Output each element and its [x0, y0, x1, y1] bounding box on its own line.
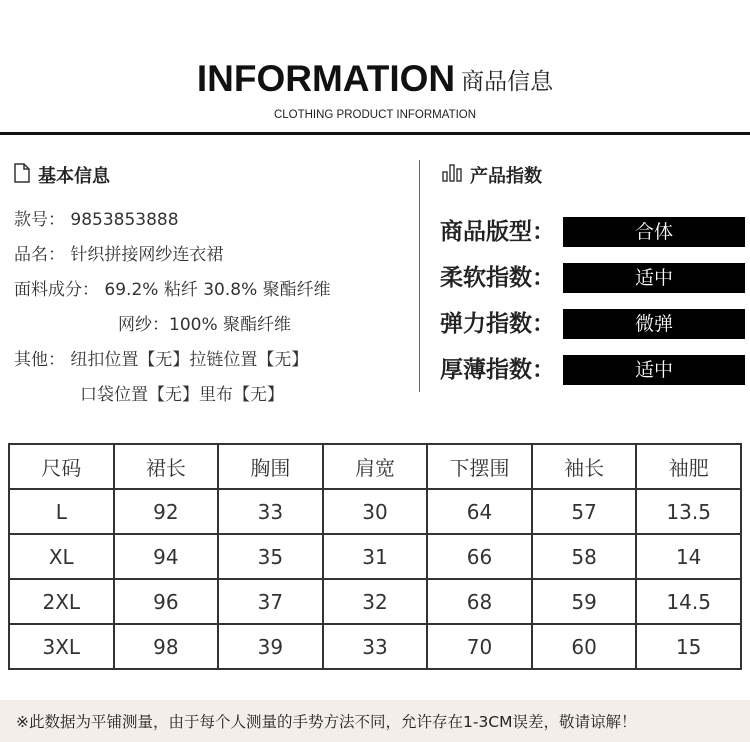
index-row-thickness	[440, 354, 746, 386]
table-cell: 33	[218, 489, 323, 534]
size-table-header: 袖长	[532, 444, 637, 489]
table-cell: 57	[532, 489, 637, 534]
info-label: 款号：	[14, 210, 65, 230]
table-cell: 3XL	[9, 624, 114, 669]
title-row	[0, 58, 750, 100]
index-label: 柔软指数：	[440, 265, 555, 291]
size-table	[8, 443, 742, 670]
index-label: 商品版型：	[440, 219, 555, 245]
info-line-other	[14, 345, 308, 370]
index-value-box: 适中	[563, 355, 745, 385]
size-table-header: 裙长	[114, 444, 219, 489]
footer-note: ※此数据为平铺测量，由于每个人测量的手势方法不同，允许存在1-3CM误差，敬请谅解！	[16, 713, 637, 731]
info-line-name	[14, 240, 223, 265]
header-rule	[0, 132, 750, 135]
info-value: 针织拼接网纱连衣裙	[70, 245, 224, 265]
table-row	[9, 579, 741, 624]
index-value-box: 合体	[563, 217, 745, 247]
section-divider	[419, 160, 420, 392]
product-index-heading	[442, 162, 542, 188]
index-label: 弹力指数：	[440, 311, 555, 337]
table-cell: 30	[323, 489, 428, 534]
size-table-header: 袖肥	[636, 444, 741, 489]
product-index-heading-text: 产品指数	[470, 166, 542, 187]
table-cell: 2XL	[9, 579, 114, 624]
table-cell: 58	[532, 534, 637, 579]
table-cell: 92	[114, 489, 219, 534]
info-line-style-no	[14, 205, 179, 230]
table-cell: 64	[427, 489, 532, 534]
table-cell: 35	[218, 534, 323, 579]
info-label: 品名：	[14, 245, 65, 265]
table-row	[9, 624, 741, 669]
table-cell: 13.5	[636, 489, 741, 534]
page-title-cn: 商品信息	[461, 68, 554, 95]
bar-chart-icon	[442, 164, 462, 187]
table-cell: 14.5	[636, 579, 741, 624]
table-cell: 37	[218, 579, 323, 624]
table-cell: 68	[427, 579, 532, 624]
size-table-header: 下摆围	[427, 444, 532, 489]
footer-note-bar	[0, 700, 750, 742]
table-cell: 96	[114, 579, 219, 624]
table-cell: 14	[636, 534, 741, 579]
basic-info-heading	[14, 162, 110, 188]
index-row-elasticity	[440, 308, 746, 340]
table-cell: 66	[427, 534, 532, 579]
table-cell: L	[9, 489, 114, 534]
table-cell: XL	[9, 534, 114, 579]
table-cell: 39	[218, 624, 323, 669]
header	[0, 0, 750, 136]
info-line-other-2	[80, 380, 284, 405]
index-label: 厚薄指数：	[440, 357, 555, 383]
info-label: 其他：	[14, 350, 65, 370]
size-table-header: 肩宽	[323, 444, 428, 489]
table-cell: 60	[532, 624, 637, 669]
info-value: 口袋位置【无】里布【无】	[80, 385, 284, 405]
table-cell: 98	[114, 624, 219, 669]
table-cell: 59	[532, 579, 637, 624]
table-cell: 31	[323, 534, 428, 579]
table-cell: 70	[427, 624, 532, 669]
table-row	[9, 489, 741, 534]
info-line-fabric	[14, 275, 331, 300]
index-value-box: 微弹	[563, 309, 745, 339]
index-row-fit	[440, 216, 746, 248]
page-title: INFORMATION	[196, 58, 456, 99]
document-icon	[14, 163, 30, 188]
index-value-box: 适中	[563, 263, 745, 293]
info-value: 9853853888	[70, 210, 179, 230]
info-label: 面料成分：	[14, 280, 99, 300]
table-cell: 33	[323, 624, 428, 669]
info-line-mesh	[118, 310, 291, 335]
info-value: 网纱：100% 聚酯纤维	[118, 315, 292, 335]
page-subtitle: CLOTHING PRODUCT INFORMATION	[273, 109, 477, 121]
table-cell: 32	[323, 579, 428, 624]
basic-info-section	[0, 150, 420, 410]
size-table-header: 胸围	[218, 444, 323, 489]
table-row	[9, 534, 741, 579]
info-value: 纽扣位置【无】拉链位置【无】	[70, 350, 309, 370]
info-value: 69.2% 粘纤 30.8% 聚酯纤维	[104, 280, 331, 300]
index-row-softness	[440, 262, 746, 294]
basic-info-heading-text: 基本信息	[38, 166, 110, 187]
size-table-header: 尺码	[9, 444, 114, 489]
size-table-header-row	[9, 444, 741, 489]
table-cell: 15	[636, 624, 741, 669]
table-cell: 94	[114, 534, 219, 579]
product-index-section	[430, 150, 750, 410]
